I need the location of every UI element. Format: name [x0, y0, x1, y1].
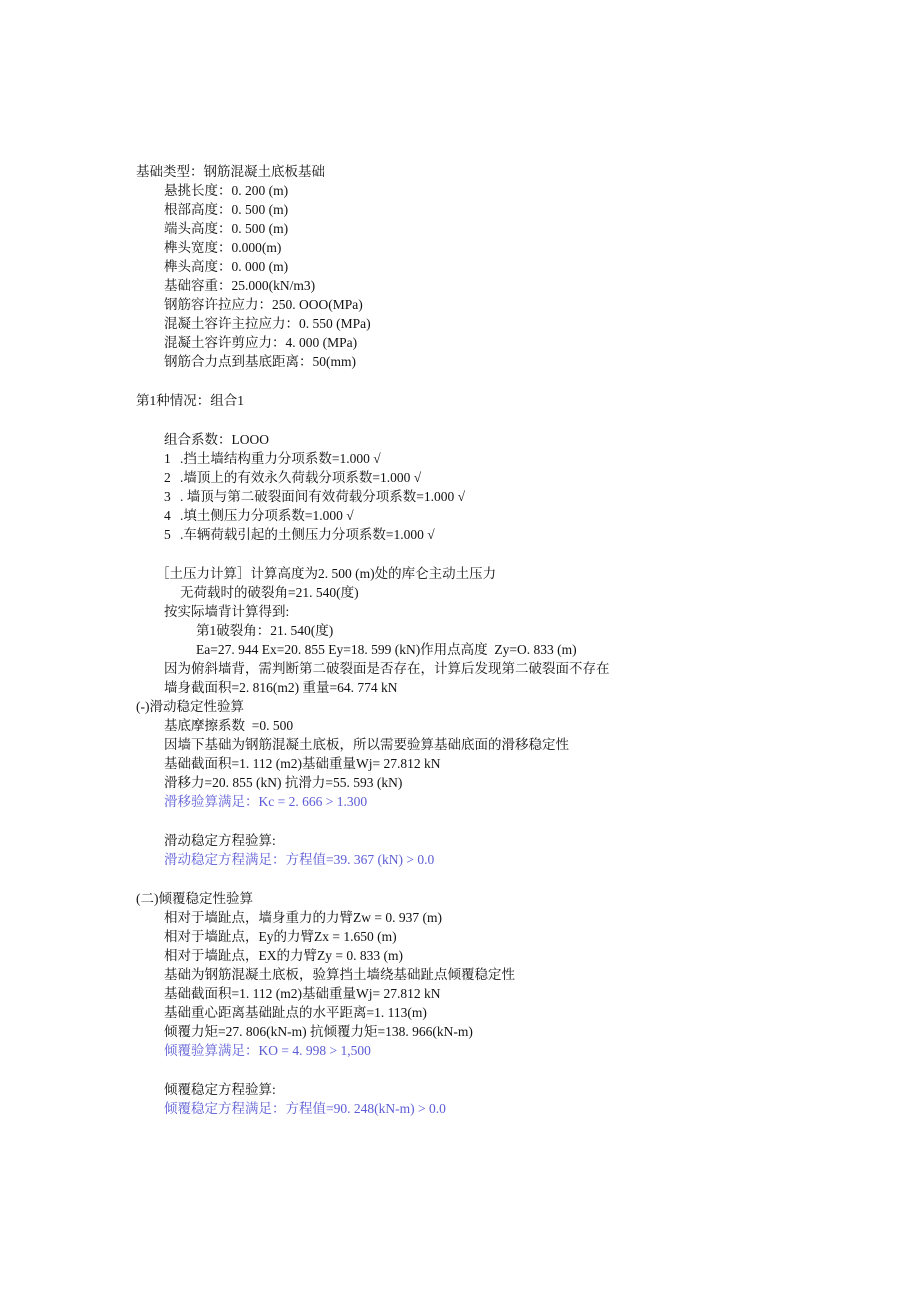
sliding-forces: 滑移力=20. 855 (kN) 抗滑力=55. 593 (kN) [164, 775, 403, 790]
param-overhang-length: 悬挑长度：0. 200 (m) [164, 183, 289, 198]
factor-num: 5 [164, 527, 171, 542]
first-fracture-angle: 第1破裂角：21. 540(度) [196, 623, 334, 638]
second-fracture-note: 因为俯斜墙背，需判断第二破裂面是否存在，计算后发现第二破裂面不存在 [164, 661, 610, 676]
by-wall-back: 按实际墙背计算得到: [164, 604, 290, 619]
param-concrete-shear: 混凝土容许剪应力：4. 000 (MPa) [164, 335, 358, 350]
sliding-result: 滑移验算满足：Kc = 2. 666 > 1.300 [164, 794, 368, 809]
factor-num: 4 [164, 508, 171, 523]
param-end-height: 端头高度：0. 500 (m) [164, 221, 289, 236]
factor-text: .挡土墙结构重力分项系数=1.000 √ [180, 451, 381, 466]
overturn-centroid: 基础重心距离基础趾点的水平距离=1. 113(m) [164, 1005, 427, 1020]
param-root-height: 根部高度：0. 500 (m) [164, 202, 289, 217]
param-concrete-tensile: 混凝土容许主拉应力：0. 550 (MPa) [164, 316, 371, 331]
overturn-moments: 倾覆力矩=27. 806(kN-m) 抗倾覆力矩=138. 966(kN-m) [164, 1024, 473, 1039]
overturn-equation-result: 倾覆稳定方程满足：方程值=90. 248(kN-m) > 0.0 [164, 1101, 446, 1116]
sliding-equation-title: 滑动稳定方程验算: [164, 833, 276, 848]
sliding-equation-result: 滑动稳定方程满足：方程值=39. 367 (kN) > 0.0 [164, 852, 435, 867]
factor-num: 1 [164, 451, 171, 466]
factor-text: . 墙顶与第二破裂面间有效荷载分项系数=1.000 √ [180, 489, 466, 504]
factor-text: .填土侧压力分项系数=1.000 √ [180, 508, 354, 523]
no-load-angle: 无荷载时的破裂角=21. 540(度) [180, 585, 359, 600]
overturn-equation-title: 倾覆稳定方程验算: [164, 1082, 276, 1097]
factor-text: .墙顶上的有效永久荷载分项系数=1.000 √ [180, 470, 422, 485]
foundation-type: 基础类型：钢筋混凝土底板基础 [136, 164, 325, 179]
param-unit-weight: 基础容重：25.000(kN/m3) [164, 278, 316, 293]
earth-pressure-header: ［土压力计算］计算高度为2. 500 (m)处的库仑主动土压力 [156, 566, 497, 581]
overturn-zw: 相对于墙趾点，墙身重力的力臂Zw = 0. 937 (m) [164, 910, 442, 925]
param-rebar-distance: 钢筋合力点到基底距离：50(mm) [164, 354, 356, 369]
sliding-title: (-)滑动稳定性验算 [136, 699, 244, 714]
factor-num: 3 [164, 489, 171, 504]
friction-coefficient: 基底摩擦系数 =0. 500 [164, 718, 294, 733]
wall-section: 墙身截面积=2. 816(m2) 重量=64. 774 kN [164, 680, 398, 695]
case-title: 第1种情况：组合1 [136, 393, 244, 408]
overturn-base-area: 基础截面积=1. 112 (m2)基础重量Wj= 27.812 kN [164, 986, 441, 1001]
overturn-zx: 相对于墙趾点，Ey的力臂Zx = 1.650 (m) [164, 929, 397, 944]
param-tenon-width: 榫头宽度：0.000(m) [164, 240, 282, 255]
overturn-zy: 相对于墙趾点，EX的力臂Zy = 0. 833 (m) [164, 948, 403, 963]
factor-num: 2 [164, 470, 171, 485]
param-steel-tensile: 钢筋容许拉应力：250. OOO(MPa) [164, 297, 363, 312]
overturn-title: (二)倾覆稳定性验算 [136, 891, 253, 906]
sliding-reason: 因墙下基础为钢筋混凝土底板，所以需要验算基础底面的滑移稳定性 [164, 737, 569, 752]
overturn-desc: 基础为钢筋混凝土底板，验算挡土墙绕基础趾点倾覆稳定性 [164, 967, 515, 982]
param-tenon-height: 榫头高度：0. 000 (m) [164, 259, 289, 274]
combo-coefficient: 组合系数：LOOO [164, 432, 269, 447]
overturn-result: 倾覆验算满足：KO = 4. 998 > 1,500 [164, 1043, 371, 1058]
factor-text: .车辆荷载引起的土侧压力分项系数=1.000 √ [180, 527, 435, 542]
earth-pressure-forces: Ea=27. 944 Ex=20. 855 Ey=18. 599 (kN)作用点高度 Zy=O. 833 (m) [196, 642, 577, 657]
sliding-base-area: 基础截面积=1. 112 (m2)基础重量Wj= 27.812 kN [164, 756, 441, 771]
